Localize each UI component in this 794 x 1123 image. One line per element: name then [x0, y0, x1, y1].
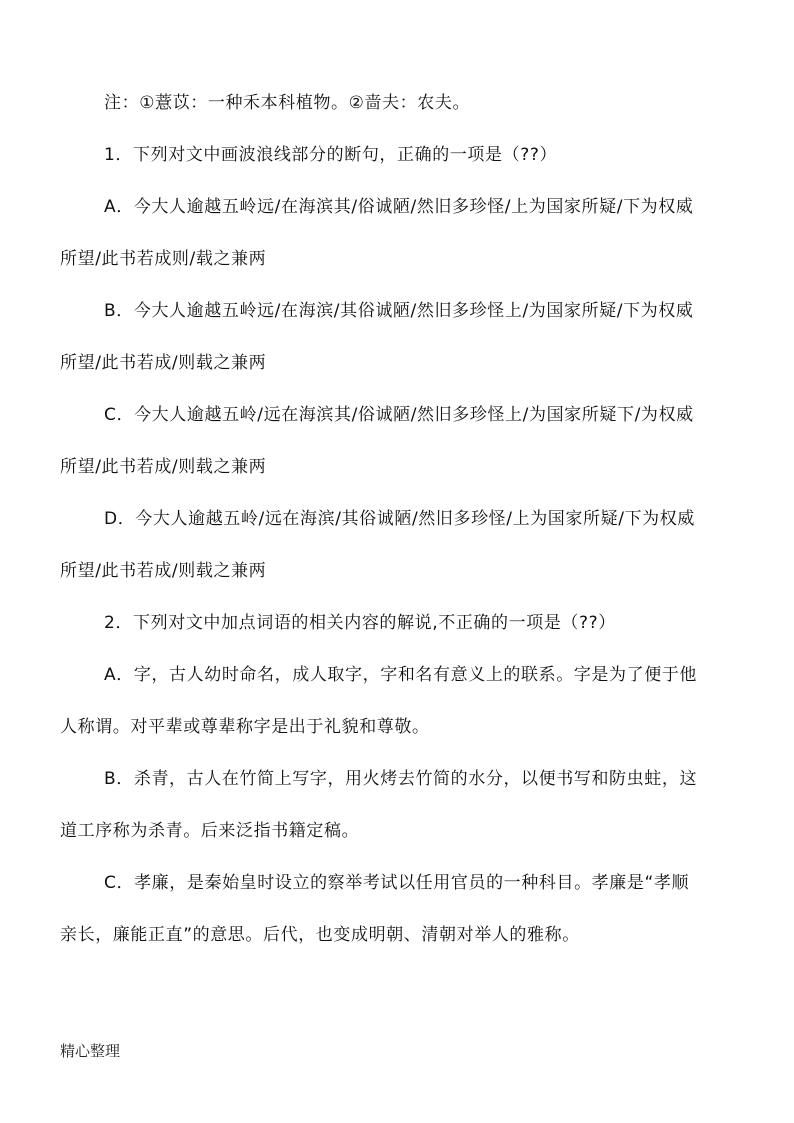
question-1-option-a: A．今大人逾越五岭远/在海滨其/俗诚陋/然旧多珍怪/上为国家所疑/下为权威 — [104, 197, 694, 217]
question-1-option-b: B．今大人逾越五岭远/在海滨/其俗诚陋/然旧多珍怪上/为国家所疑/下为权威 — [104, 301, 694, 321]
question-2-option-b: B．杀青，古人在竹简上写字，用火烤去竹简的水分，以便书写和防虫蛀，这 — [104, 769, 698, 789]
annotation-note: 注：①薏苡：一种禾本科植物。②啬夫：农夫。 — [104, 93, 471, 113]
question-2-stem: 2．下列对文中加点词语的相关内容的解说,不正确的一项是（??） — [104, 613, 616, 633]
question-1-stem: 1．下列对文中画波浪线部分的断句，正确的一项是（??） — [104, 145, 558, 165]
question-2-option-b-cont: 道工序称为杀青。后来泛指书籍定稿。 — [60, 821, 360, 841]
question-1-option-d: D．今大人逾越五岭/远在海滨/其俗诚陋/然旧多珍怪/上为国家所疑/下为权威 — [104, 509, 695, 529]
question-1-option-a-cont: 所望/此书若成则/载之兼两 — [60, 249, 267, 269]
question-2-option-a: A．字，古人幼时命名，成人取字，字和名有意义上的联系。字是为了便于他 — [104, 665, 698, 685]
question-2-option-a-cont: 人称谓。对平辈或尊辈称字是出于礼貌和尊敬。 — [60, 717, 430, 737]
question-1-option-b-cont: 所望/此书若成/则载之兼两 — [60, 353, 267, 373]
question-2-option-c-cont: 亲长，廉能正直”的意思。后代，也变成明朝、清朝对举人的雅称。 — [60, 925, 580, 945]
question-1-option-c-cont: 所望/此书若成/则载之兼两 — [60, 457, 267, 477]
question-2-option-c: C．孝廉，是秦始皇时设立的察举考试以任用官员的一种科目。孝廉是“孝顺 — [104, 873, 690, 893]
question-1-option-c: C．今大人逾越五岭/远在海滨其/俗诚陋/然旧多珍怪上/为国家所疑下/为权威 — [104, 405, 694, 425]
question-1-option-d-cont: 所望/此书若成/则载之兼两 — [60, 561, 267, 581]
page-footer: 精心整理 — [60, 1042, 121, 1060]
